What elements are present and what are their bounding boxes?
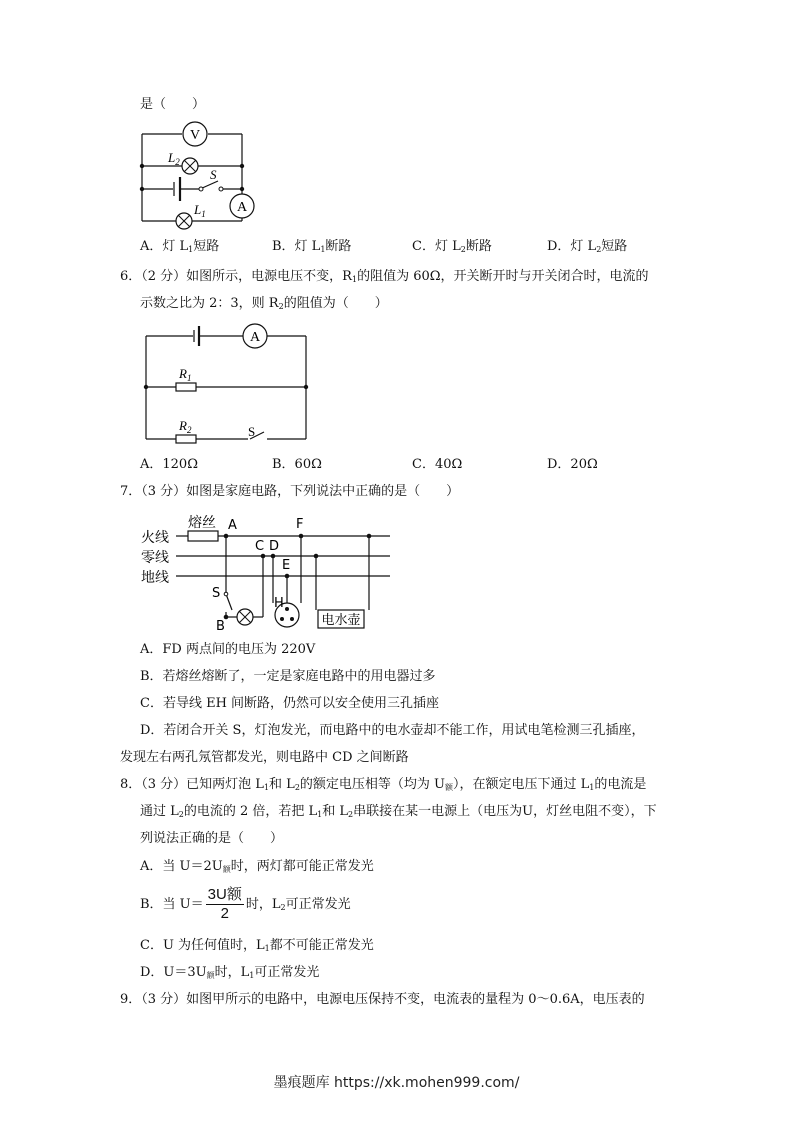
footer-watermark: 墨痕题库 https://xk.mohen999.com/ (273, 1075, 520, 1091)
q6-option-d: D．20Ω (547, 457, 598, 472)
q5-option-a: A．灯 $L_1$短路 (140, 239, 220, 254)
q7-option-d-continued: 发现左右两孔氖管都发光，则电路中 CD 之间断路 (120, 750, 409, 765)
q8-option-d: D．$U=3U_额$时，$L_1$可正常发光 (140, 965, 320, 980)
q5-option-d: D．灯 $L_2$短路 (547, 239, 628, 254)
q5-label-s: S (210, 167, 217, 182)
q6-option-c: C．40Ω (412, 457, 463, 472)
q8-stem-line3: 列说法正确的是（ ） (140, 831, 284, 846)
q7-point-c: C (255, 539, 265, 554)
svg-text:V: V (189, 128, 201, 143)
q9-stem: 9．（3 分）如图甲所示的电路中，电源电压保持不变，电流表的量程为 0～0.6A，电压表的 (120, 992, 645, 1007)
q7-point-h: H (274, 596, 284, 611)
q6-label-s: S (248, 424, 256, 439)
q7-point-a: A (228, 518, 237, 533)
q8-option-c: C．U 为任何值时，$L_1$都不可能正常发光 (140, 938, 374, 953)
q6-stem-line1: 6．（2 分）如图所示，电源电压不变，$R_1$的阻值为 60Ω，开关断开时与开关闭合时，电流的 (120, 269, 649, 284)
q7-label-ground: 地线 (141, 570, 169, 586)
svg-text:A: A (249, 330, 261, 345)
q7-label-neutral: 零线 (141, 550, 169, 566)
q5-option-b: B．灯 $L_1$断路 (272, 239, 352, 254)
q5-label-l1: $L_1$ (194, 202, 206, 219)
q7-point-d: D (269, 539, 280, 554)
q6-option-a: A．120Ω (140, 457, 198, 472)
q8-option-b: B．当 U＝ $\frac{\text{3U额}}{2}$ 时，$L_2$可正常发光 (140, 886, 351, 922)
q7-option-b: B．若熔丝熔断了，一定是家庭电路中的用电器过多 (140, 669, 436, 684)
q5-stem-tail: 是（ ） (140, 97, 206, 112)
q8-stem-line2: 通过 $L_2$的电流的 2 倍，若把 $L_1$和 $L_2$串联接在某一电源上（电压为U，灯丝电阻不变），下 (140, 804, 657, 819)
q6-label-r1: $R_1$ (179, 366, 192, 383)
q6-stem-line2: 示数之比为 2：3，则 $R_2$的阻值为（ ） (140, 296, 388, 311)
svg-text:A: A (236, 200, 248, 215)
q7-point-s: S (212, 586, 221, 601)
q7-option-c: C．若导线 EH 间断路，仍然可以安全使用三孔插座 (140, 696, 440, 711)
q6-option-b: B．60Ω (272, 457, 322, 472)
q7-label-fuse: 熔丝 (188, 515, 216, 531)
q7-fuse-icon (188, 531, 218, 541)
q8-option-b-fraction: $\frac{\text{3U额}}{2}$ (207, 886, 242, 922)
q7-kettle-label: 电水壶 (321, 613, 361, 628)
q7-point-f: F (296, 517, 304, 532)
q7-label-live: 火线 (141, 530, 169, 546)
q7-point-b: B (216, 619, 225, 634)
q5-label-l2: $L_2$ (168, 150, 180, 167)
q7-option-d: D．若闭合开关 S，灯泡发光，而电路中的电水壶却不能工作，用试电笔检测三孔插座， (140, 723, 645, 738)
q8-stem-line1: 8．（3 分）已知两灯泡 $L_1$和 $L_2$的额定电压相等（均为 $U_额$），在额定电压下通过 $L_1$的电流是 (120, 777, 647, 792)
q7-option-a: A．FD 两点间的电压为 220V (140, 642, 316, 657)
q6-label-r2: $R_2$ (179, 418, 192, 435)
q7-stem: 7．（3 分）如图是家庭电路，下列说法中正确的是（ ） (120, 484, 460, 499)
q5-option-c: C．灯 $L_2$断路 (412, 239, 492, 254)
q7-lamp-icon (237, 609, 253, 625)
q7-point-e: E (282, 558, 291, 573)
q8-option-a: A．当 $U=2U_额$时，两灯都可能正常发光 (140, 859, 374, 874)
